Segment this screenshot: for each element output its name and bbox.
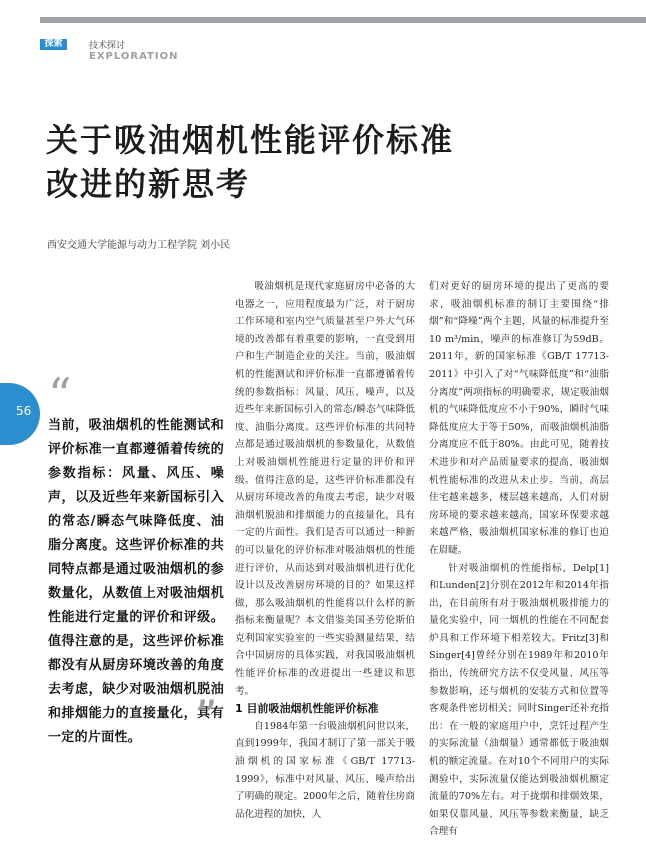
section-label: 技术探讨 xyxy=(89,41,126,51)
body-column-2 xyxy=(429,278,609,841)
section-label-en: EXPLORATION xyxy=(89,51,179,62)
title-line-1: 关于吸油烟机性能评价标准 xyxy=(46,121,455,159)
section-tag: 探索 xyxy=(40,39,67,50)
body-column-1 xyxy=(235,278,415,823)
close-quote-icon: ” xyxy=(194,690,218,744)
author-line: 西安交通大学能源与动力工程学院 刘小民 xyxy=(47,240,231,251)
pull-quote: 当前，吸油烟机的性能测试和评价标准一直都遵循着传统的参数指标：风量、风压、噪声，以及近些年来新国标引入的常态/瞬态气味降低度、油脂分离度。这些评价标准的共同特点都是通过吸油烟机的参数量化，从数值上对吸油烟机性能进行定量的评价和评级。值得注意的是，这些评价标准都没有从厨房环境改善的角度去考虑，缺少对吸油烟机脱油和排烟能力的直接量化，具有一定的片面性。 xyxy=(48,418,224,745)
body-paragraph: 针对吸油烟机的性能指标，Delp[1]和Lunden[2]分别在2012年和2014年指出，在目前所有对于吸油烟机吸排能力的量化实验中，同一烟机的性能在不同配套炉具和工作环境下相差较大。Fritz[3]和Singer[4]曾经分别在1989年和2010年指出，传统研究方法不仅受风量、风压等参数影响，还与烟机的安装方式和位置等客观条件密切相关；同时Singer还补充指出：在一般的家庭用户中，烹饪过程产生的实际流量（油烟量）通常都低于吸油烟机的额定流量。在对10个不同用户的实际测验中，实际流量仅能达到吸油烟机额定流量的70%左右。对于拢烟和排烟效果，如果仅靠风量、风压等参数来衡量，缺乏合理有 xyxy=(429,562,609,838)
body-paragraph: 吸油烟机是现代家庭厨房中必备的大电器之一，应用程度最为广泛，对于厨房工作环境和室内空气质量甚至户外大气环境的改善都有着重要的影响，一直受到用户和生产制造企业的关注。当前，吸油烟机的性能测试和评价标准一直都遵循着传统的参数指标：风量、风压、噪声，以及近些年来新国标引入的常态/瞬态气味降低度、油脂分离度。这些评价标准的共同特点都是通过吸油烟机的参数量化，从数值上对吸油烟机性能进行定量的评价和评级。值得注意的是，这些评价标准都没有从厨房环境改善的角度去考虑，缺少对吸油烟机脱油和排烟能力的直接量化，具有一定的片面性。我们是否可以通过一种新的可以量化的评价标准对吸油烟机的性能进行评价，从而达到对吸油烟机进行优化设计以及改善厨房环境的目的？如果这样做，那么吸油烟机的性能将以什么样的新指标来衡量呢？本文借鉴美国圣劳伦斯伯克利国家实验室的一些实验测量结果，结合中国厨房的具体实践，对我国吸油烟机性能评价标准的改进提出一些建议和思考。 xyxy=(235,281,415,697)
page-number: 56 xyxy=(16,404,32,418)
header-rule xyxy=(40,17,646,23)
body-paragraph: 们对更好的厨房环境的提出了更高的要求，吸油烟机标准的制订主要围绕“排烟”和“降噪”两个主题，风量的标准提升至10 m³/min，噪声的标准修订为59dB。2011年，新的国家标准《GB/T 17713-2011》中引入了对“气味降低度”和“油脂分离度”两项指标的明确要求，规定吸油烟机的气味降低度应不小于90%，瞬时气味降低度应大于等于50%，而吸油烟机油脂分离度应不低于80%。由此可见，随着技术进步和对产品质量要求的提高，吸油烟机性能标准的改进从未止步。当前，高层住宅越来越多，楼层越来越高，人们对厨房环境的要求越来越高，国家环保要求越来越严格，吸油烟机国家标准的修订也迫在眉睫。 xyxy=(429,281,609,556)
body-paragraph: 自1984年第一台吸油烟机问世以来，直到1999年，我国才制订了第一部关于吸油烟机的国家标准《GB/T 17713-1999》，标准中对风量、风压、噪声给出了明确的规定。2000年之后，随着住房商品化进程的加快，人 xyxy=(235,720,415,820)
title-line-2: 改进的新思考 xyxy=(46,165,251,203)
section-heading: 1 目前吸油烟机性能评价标准 xyxy=(235,702,379,716)
open-quote-icon: “ xyxy=(48,368,72,422)
article-title xyxy=(46,118,454,206)
